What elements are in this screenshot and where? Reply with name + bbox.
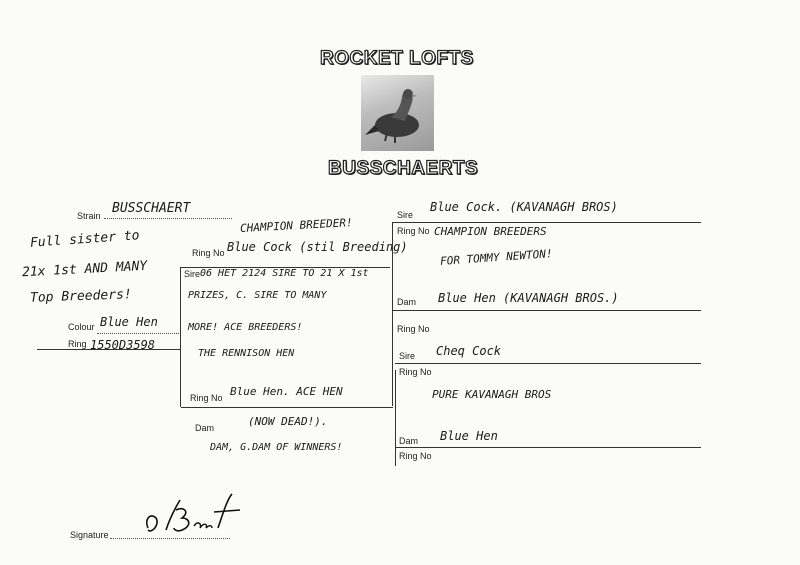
gp-sire-sire-ring-label: Ring No (397, 226, 430, 236)
gp-sire-dam-value: Blue Hen (KAVANAGH BROS.) (438, 291, 619, 305)
sire-label: Sire (184, 269, 201, 279)
page-title: ROCKET LOFTS (320, 48, 474, 69)
colour-value: Blue Hen (100, 315, 158, 329)
gp-sire-sire-value: Blue Cock. (KAVANAGH BROS) (430, 200, 618, 214)
sire-line-1: 06 HET 2124 SIRE TO 21 X 1st (200, 268, 369, 279)
gp-sire-dam-label: Dam (397, 297, 417, 307)
dam-ring-label: Ring No (190, 393, 223, 403)
gp-dam-sire-value: Cheq Cock (436, 344, 502, 358)
colour-label: Colour (68, 322, 95, 332)
gp-dam-sire-ring-label: Ring No (399, 367, 432, 377)
gp-dam-sire-label: Sire (399, 351, 416, 361)
gp-sire-sire-line-1: CHAMPION BREEDERS (434, 225, 547, 238)
gp-dam-dam-ring-label: Ring No (399, 451, 432, 461)
sire-line-2: PRIZES, C. SIRE TO MANY (188, 290, 327, 301)
gp-dam-sire-line: PURE KAVANAGH BROS (432, 388, 552, 401)
gp-sire-dam-ring-label: Ring No (397, 324, 430, 334)
pigeon-icon (361, 75, 434, 151)
ring-value: 1550D3598 (90, 338, 156, 352)
dam-line-1: (NOW DEAD!). (248, 415, 328, 428)
dam-line-2: DAM, G.DAM OF WINNERS! (210, 442, 343, 453)
sire-ring-value: Blue Cock (stil Breeding) (227, 240, 408, 254)
note-line-3: Top Breeders! (29, 287, 132, 306)
note-line-1: Full sister to (29, 228, 140, 251)
strain-label: Strain (77, 211, 101, 221)
gp-sire-sire-line-2: FOR TOMMY NEWTON! (439, 247, 553, 268)
sire-line-4: THE RENNISON HEN (198, 348, 295, 359)
signature-mark (140, 490, 250, 540)
sire-ring-label: Ring No (192, 248, 225, 258)
gp-dam-dam-value: Blue Hen (440, 429, 498, 443)
strain-value: BUSSCHAERT (112, 201, 191, 216)
ring-label: Ring (68, 339, 87, 349)
note-line-2: 21x 1st AND MANY (21, 258, 148, 281)
dam-label: Dam (195, 423, 215, 433)
page-subtitle: BUSSCHAERTS (328, 158, 479, 179)
sire-line-3: MORE! ACE BREEDERS! (188, 322, 303, 333)
dam-ring-value: Blue Hen. ACE HEN (230, 385, 343, 398)
pigeon-photo (361, 75, 434, 151)
sire-comment: CHAMPION BREEDER! (239, 216, 353, 235)
gp-dam-dam-label: Dam (399, 436, 419, 446)
gp-sire-sire-label: Sire (397, 210, 414, 220)
signature-label: Signature (70, 530, 109, 540)
